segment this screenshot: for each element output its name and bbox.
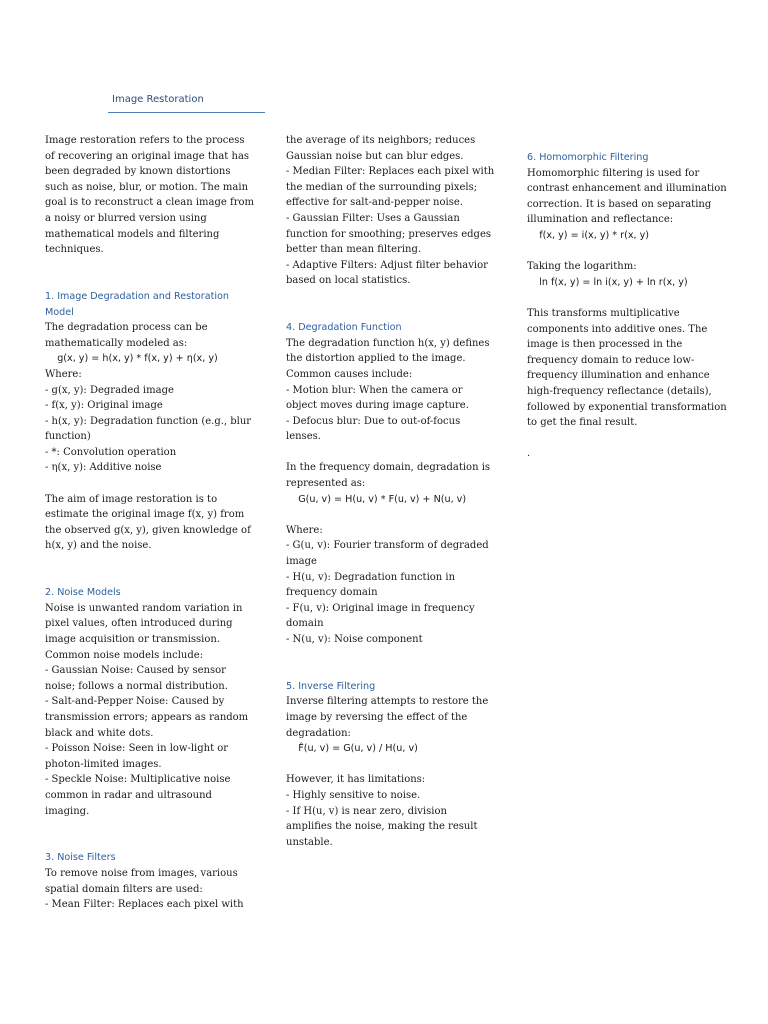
blank-line	[45, 273, 245, 289]
body-text-line: - Gaussian Filter: Uses a Gaussian	[286, 212, 460, 224]
body-text-line: techniques.	[45, 244, 104, 256]
body-text-line: Noise is unwanted random variation in	[45, 602, 243, 614]
body-text-line: spatial domain filters are used:	[45, 883, 203, 895]
body-text-line: the median of the surrounding pixels;	[286, 181, 478, 193]
blank-line	[286, 445, 486, 461]
body-text-line: Where:	[286, 524, 323, 536]
body-text-line: Common causes include:	[286, 368, 413, 380]
body-text-line: - H(u, v): Degradation function in	[286, 571, 456, 583]
body-text-line: frequency illumination and enhance	[527, 370, 710, 382]
body-text-line: contrast enhancement and illumination	[527, 183, 727, 195]
body-text-line: The degradation function h(x, y) defines	[286, 337, 490, 349]
body-text-line: - Highly sensitive to noise.	[286, 789, 421, 801]
body-text-line: However, it has limitations:	[286, 774, 426, 786]
text-column-1	[45, 133, 254, 913]
blank-line	[45, 554, 245, 570]
body-text-line: - Gaussian Noise: Caused by sensor	[45, 665, 226, 677]
body-text-line: In the frequency domain, degradation is	[286, 462, 491, 474]
body-text-line: the distortion applied to the image.	[286, 353, 466, 365]
section-heading-line: 6. Homomorphic Filtering	[527, 152, 649, 163]
body-text-line: function)	[45, 431, 91, 443]
document-title: Image Restoration	[112, 94, 204, 105]
body-text-line: - Salt-and-Pepper Noise: Caused by	[45, 696, 225, 708]
blank-line	[45, 476, 245, 492]
body-text-line: followed by exponential transformation	[527, 401, 727, 413]
body-text-line: components into additive ones. The	[527, 323, 708, 335]
body-text-line: black and white dots.	[45, 727, 154, 739]
body-text-line: - Adaptive Filters: Adjust filter behavior	[286, 259, 488, 271]
body-text-line: a noisy or blurred version using	[45, 212, 207, 224]
body-text-line: - Median Filter: Replaces each pixel with	[286, 166, 495, 178]
body-text-line: h(x, y) and the noise.	[45, 540, 152, 552]
text-column-2	[286, 133, 495, 850]
section-heading-line: 2. Noise Models	[45, 587, 121, 599]
blank-line	[286, 289, 486, 305]
body-text-line: The aim of image restoration is to	[45, 493, 218, 505]
body-text-line: frequency domain	[286, 587, 378, 599]
body-text-line: This transforms multiplicative	[527, 307, 680, 319]
body-text-line: goal is to reconstruct a clean image from	[45, 197, 254, 209]
blank-line	[286, 663, 486, 679]
body-text-line: Gaussian noise but can blur edges.	[286, 150, 464, 162]
body-text-line: high-frequency reflectance (details),	[527, 385, 712, 397]
section-heading-line: 1. Image Degradation and Restoration	[45, 290, 229, 302]
section-heading-line: 5. Inverse Filtering	[286, 680, 376, 692]
blank-line	[527, 290, 727, 306]
body-text-line: Homomorphic filtering is used for	[527, 167, 700, 179]
body-text-line: noise; follows a normal distribution.	[45, 680, 228, 692]
blank-line	[45, 819, 245, 835]
section-heading-line: Model	[45, 306, 74, 318]
title-underline	[108, 112, 265, 113]
body-text-line: unstable.	[286, 836, 333, 848]
body-text-line: - Poisson Noise: Seen in low-light or	[45, 743, 229, 755]
body-text-line: pixel values, often introduced during	[45, 618, 233, 630]
blank-line	[286, 507, 486, 523]
body-text-line: the average of its neighbors; reduces	[286, 135, 476, 146]
body-text-line: based on local statistics.	[286, 275, 411, 287]
blank-line	[45, 570, 245, 586]
blank-line	[527, 431, 727, 447]
blank-line	[45, 835, 245, 851]
body-text-line: photon-limited images.	[45, 758, 162, 770]
body-text-line: - *: Convolution operation	[45, 446, 177, 458]
formula-line: g(x, y) = h(x, y) * f(x, y) + η(x, y)	[45, 353, 218, 365]
body-text-line: the observed g(x, y), given knowledge of	[45, 524, 251, 536]
body-text-line: - h(x, y): Degradation function (e.g., blur	[45, 415, 252, 427]
body-text-line: Image restoration refers to the process	[45, 135, 245, 146]
body-text-line: lenses.	[286, 431, 321, 443]
body-text-line: - G(u, v): Fourier transform of degraded	[286, 540, 489, 552]
body-text-line: - F(u, v): Original image in frequency	[286, 602, 475, 614]
formula-line: ln f(x, y) = ln i(x, y) + ln r(x, y)	[527, 276, 688, 288]
body-text-line: estimate the original image f(x, y) from	[45, 509, 245, 521]
body-text-line: frequency domain to reduce low-	[527, 354, 695, 366]
body-text-line: object moves during image capture.	[286, 400, 469, 412]
body-text-line: To remove noise from images, various	[45, 867, 238, 879]
body-text-line: - Mean Filter: Replaces each pixel with	[45, 899, 244, 911]
body-text-line: Common noise models include:	[45, 649, 204, 661]
body-text-line: common in radar and ultrasound	[45, 789, 212, 801]
body-text-line: image by reversing the effect of the	[286, 711, 468, 723]
body-text-line: - f(x, y): Original image	[45, 400, 163, 412]
body-text-line: Inverse filtering attempts to restore the	[286, 696, 489, 708]
blank-line	[286, 305, 486, 321]
blank-line	[286, 757, 486, 773]
section-heading-line: 3. Noise Filters	[45, 852, 116, 864]
body-text-line: - Speckle Noise: Multiplicative noise	[45, 774, 231, 786]
body-text-line: - g(x, y): Degraded image	[45, 384, 174, 396]
body-text-line: image is then processed in the	[527, 339, 683, 351]
body-text-line: of recovering an original image that has	[45, 150, 250, 162]
formula-line: F̂(u, v) = G(u, v) / H(u, v)	[286, 743, 418, 755]
body-text-line: mathematically modeled as:	[45, 337, 188, 349]
body-text-line: degradation:	[286, 727, 351, 739]
formula-line: G(u, v) = H(u, v) * F(u, v) + N(u, v)	[286, 493, 467, 505]
body-text-line: function for smoothing; preserves edges	[286, 228, 491, 240]
body-text-line: .	[527, 448, 531, 460]
body-text-line: correction. It is based on separating	[527, 198, 712, 210]
blank-line	[45, 258, 245, 274]
blank-line	[527, 244, 727, 260]
body-text-line: illumination and reflectance:	[527, 214, 674, 226]
formula-line: f(x, y) = i(x, y) * r(x, y)	[527, 229, 650, 241]
body-text-line: - Defocus blur: Due to out-of-focus	[286, 415, 461, 427]
body-text-line: been degraded by known distortions	[45, 166, 231, 178]
body-text-line: imaging.	[45, 805, 90, 817]
body-text-line: represented as:	[286, 478, 366, 490]
section-heading-line: 4. Degradation Function	[286, 322, 402, 334]
body-text-line: such as noise, blur, or motion. The main	[45, 181, 249, 193]
body-text-line: Taking the logarithm:	[527, 261, 637, 273]
body-text-line: to get the final result.	[527, 417, 638, 429]
text-column-3	[527, 150, 727, 462]
body-text-line: effective for salt-and-pepper noise.	[286, 197, 463, 209]
body-text-line: better than mean filtering.	[286, 244, 422, 256]
body-text-line: - N(u, v): Noise component	[286, 634, 423, 645]
body-text-line: image acquisition or transmission.	[45, 634, 221, 645]
body-text-line: transmission errors; appears as random	[45, 711, 249, 723]
body-text-line: image	[286, 556, 317, 568]
body-text-line: - If H(u, v) is near zero, division	[286, 805, 447, 817]
body-text-line: The degradation process can be	[45, 322, 208, 334]
body-text-line: Where:	[45, 368, 82, 380]
body-text-line: amplifies the noise, making the result	[286, 821, 478, 833]
body-text-line: domain	[286, 618, 324, 630]
body-text-line: mathematical models and filtering	[45, 228, 220, 240]
body-text-line: - η(x, y): Additive noise	[45, 462, 162, 474]
body-text-line: - Motion blur: When the camera or	[286, 384, 463, 396]
blank-line	[286, 648, 486, 664]
